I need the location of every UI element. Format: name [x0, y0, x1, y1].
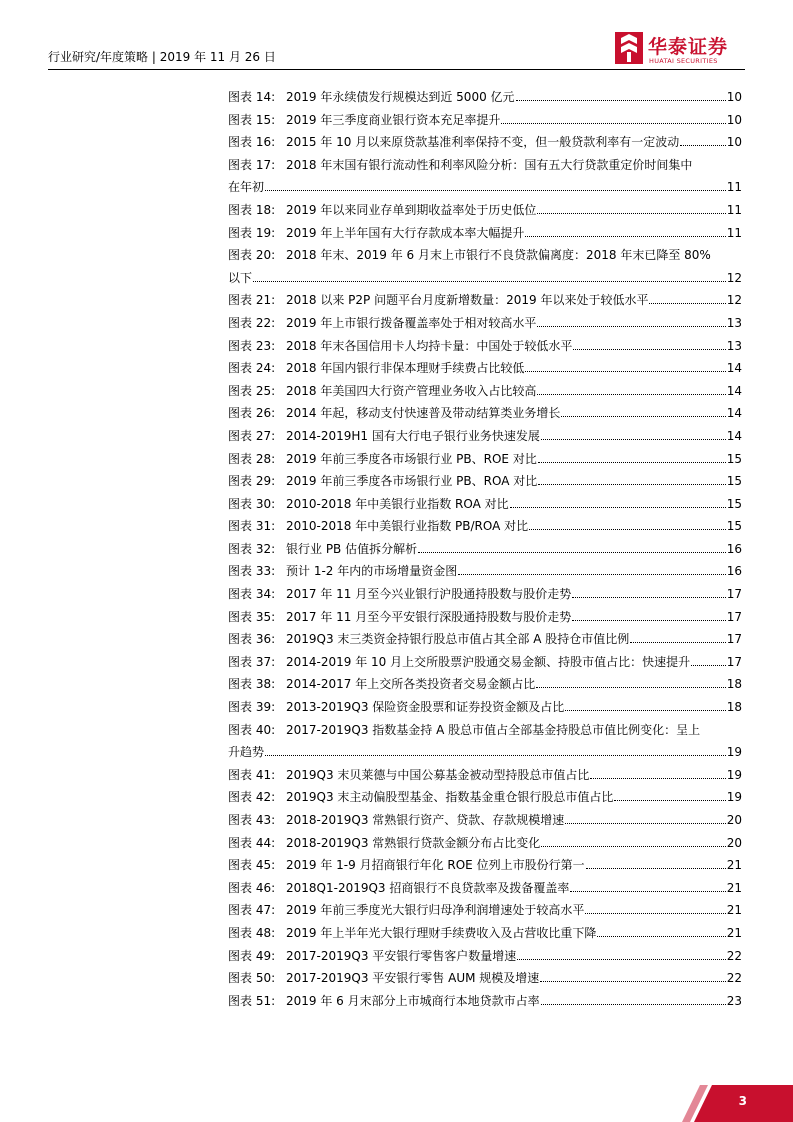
toc-entry-title-continued: 以下 — [228, 270, 253, 285]
toc-entry-page: 10 — [726, 135, 742, 150]
toc-entry-title: 2017 年 11 月至今兴业银行沪股通持股数与股价走势 — [286, 587, 572, 602]
logo-chinese-name: 华泰证券 — [648, 36, 729, 58]
toc-entry-label: 图表 25: — [228, 383, 276, 398]
toc-entry[interactable] — [228, 357, 742, 380]
toc-entry[interactable] — [228, 515, 742, 538]
toc-entry-title: 2018 年末、2019 年 6 月末上市银行不良贷款偏离度：2018 年末已降至 80% — [286, 248, 711, 263]
toc-entry[interactable] — [228, 380, 742, 403]
toc-entry-page: 17 — [726, 654, 742, 669]
toc-leader-dots — [538, 484, 725, 485]
toc-entry-title: 2018 年末各国信用卡人均持卡量：中国处于较低水平 — [286, 338, 573, 353]
huatai-logo-icon — [615, 32, 643, 64]
toc-entry-page: 21 — [726, 925, 742, 940]
toc-entry-page: 12 — [726, 293, 742, 308]
toc-entry-label: 图表 32: — [228, 541, 276, 556]
toc-entry[interactable] — [228, 335, 742, 358]
toc-entry[interactable] — [228, 199, 742, 222]
toc-entry-page: 14 — [726, 406, 742, 421]
toc-entry-label: 图表 23: — [228, 338, 276, 353]
toc-entry-page: 13 — [726, 338, 742, 353]
toc-entry-label: 图表 33: — [228, 564, 276, 579]
toc-entry[interactable] — [228, 922, 742, 945]
toc-entry-label: 图表 14: — [228, 90, 276, 104]
toc-entry[interactable] — [228, 560, 742, 583]
toc-entry[interactable] — [228, 470, 742, 493]
toc-leader-dots — [541, 846, 725, 847]
toc-entry-label: 图表 26: — [228, 406, 276, 421]
toc-entry-page: 19 — [726, 745, 742, 760]
toc-entry-label: 图表 24: — [228, 361, 276, 376]
toc-leader-dots — [691, 665, 726, 666]
toc-entry-page: 15 — [726, 451, 742, 466]
toc-leader-dots — [614, 800, 725, 801]
toc-leader-dots — [265, 755, 726, 756]
footer-bar — [0, 1085, 793, 1122]
toc-entry-page: 11 — [726, 180, 742, 195]
toc-entry[interactable] — [228, 967, 742, 990]
toc-entry-page: 22 — [726, 971, 742, 986]
toc-entry-page: 16 — [726, 564, 742, 579]
toc-entry-label: 图表 34: — [228, 587, 276, 602]
toc-entry-label: 图表 16: — [228, 135, 276, 150]
toc-entry-title: 2014-2019H1 国有大行电子银行业务快速发展 — [286, 428, 540, 443]
toc-entry-label: 图表 31: — [228, 519, 276, 534]
toc-entry-title-continued: 在年初 — [228, 180, 265, 195]
toc-leader-dots — [572, 597, 725, 598]
toc-entry-title: 2014 年起，移动支付快速普及带动结算类业务增长 — [286, 406, 561, 421]
toc-leader-dots — [538, 462, 726, 463]
toc-entry-label: 图表 51: — [228, 993, 276, 1008]
toc-entry[interactable] — [228, 583, 742, 606]
toc-leader-dots — [597, 936, 725, 937]
toc-entry-title: 2013-2019Q3 保险资金股票和证券投资金额及占比 — [286, 700, 565, 715]
toc-entry-title: 2019 年前三季度各市场银行业 PB、ROA 对比 — [286, 474, 538, 489]
toc-entry-label: 图表 39: — [228, 700, 276, 715]
toc-entry[interactable] — [228, 854, 742, 877]
toc-entry-title: 2019 年三季度商业银行资本充足率提升 — [286, 112, 501, 127]
toc-entry-page: 19 — [726, 790, 742, 805]
toc-entry-page: 10 — [726, 112, 742, 127]
toc-entry-page: 10 — [726, 90, 742, 104]
toc-entry-label: 图表 20: — [228, 248, 276, 263]
toc-leader-dots — [572, 620, 725, 621]
toc-entry[interactable] — [228, 131, 742, 154]
toc-leader-dots — [525, 371, 725, 372]
toc-leader-dots — [517, 959, 725, 960]
toc-leader-dots — [265, 190, 726, 191]
toc-entry[interactable] — [228, 899, 742, 922]
toc-entry-label: 图表 45: — [228, 858, 276, 873]
toc-leader-dots — [418, 552, 726, 553]
toc-entry-label: 图表 30: — [228, 496, 276, 511]
toc-entry[interactable] — [228, 448, 742, 471]
toc-entry-page: 20 — [726, 835, 742, 850]
toc-entry[interactable] — [228, 606, 742, 629]
toc-entry-label: 图表 29: — [228, 474, 276, 489]
page-number: 3 — [738, 1094, 747, 1108]
toc-entry-title: 2019Q3 末贝莱德与中国公募基金被动型持股总市值占比 — [286, 767, 590, 782]
toc-entry[interactable] — [228, 312, 742, 335]
toc-leader-dots — [585, 913, 725, 914]
toc-entry-title: 2019 年上半年光大银行理财手续费收入及占营收比重下降 — [286, 925, 597, 940]
toc-entry-label: 图表 17: — [228, 157, 276, 172]
toc-entry-title: 银行业 PB 估值拆分解析 — [286, 541, 418, 556]
toc-entry-page: 17 — [726, 632, 742, 647]
toc-leader-dots — [541, 1004, 726, 1005]
toc-entry-label: 图表 47: — [228, 903, 276, 918]
company-logo — [615, 30, 745, 70]
toc-entry-page: 17 — [726, 587, 742, 602]
toc-leader-dots — [541, 439, 726, 440]
toc-entry-page: 19 — [726, 767, 742, 782]
toc-entry-title: 2019 年 6 月末部分上市城商行本地贷款市占率 — [286, 993, 540, 1008]
toc-entry[interactable] — [228, 990, 742, 1013]
toc-leader-dots — [458, 574, 725, 575]
toc-entry-label: 图表 19: — [228, 225, 276, 240]
page-header — [48, 30, 745, 70]
toc-entry-page: 15 — [726, 519, 742, 534]
toc-entry-page: 14 — [726, 361, 742, 376]
toc-entry[interactable] — [228, 719, 742, 764]
toc-entry-title: 2019 年以来同业存单到期收益率处于历史低位 — [286, 202, 537, 217]
toc-entry-title: 2010-2018 年中美银行业指数 ROA 对比 — [286, 496, 509, 511]
toc-entry-label: 图表 21: — [228, 293, 276, 308]
toc-leader-dots — [630, 642, 725, 643]
toc-entry-title: 2019 年上半年国有大行存款成本率大幅提升 — [286, 225, 525, 240]
header-divider — [48, 69, 745, 70]
toc-entry-title-continued: 升趋势 — [228, 745, 265, 760]
toc-leader-dots — [253, 281, 726, 282]
toc-entry-title: 2018 年末国有银行流动性和利率风险分析：国有五大行贷款重定价时间集中 — [286, 157, 693, 172]
toc-entry-title: 2019 年永续债发行规模达到近 5000 亿元 — [286, 90, 515, 104]
header-text: 行业研究/年度策略 | 2019 年 11 月 26 日 — [48, 50, 276, 64]
toc-entry[interactable] — [228, 154, 742, 199]
toc-leader-dots — [586, 868, 726, 869]
toc-entry-label: 图表 44: — [228, 835, 276, 850]
toc-entry-title: 预计 1-2 年内的市场增量资金图 — [286, 564, 458, 579]
toc-entry-label: 图表 35: — [228, 609, 276, 624]
toc-entry-label: 图表 28: — [228, 451, 276, 466]
toc-entry-title: 2017-2019Q3 平安银行零售客户数量增速 — [286, 948, 517, 963]
toc-entry[interactable] — [228, 786, 742, 809]
toc-leader-dots — [537, 326, 725, 327]
toc-entry-label: 图表 36: — [228, 632, 276, 647]
toc-leader-dots — [529, 529, 726, 530]
toc-entry[interactable] — [228, 86, 742, 109]
toc-entry-title: 2014-2019 年 10 月上交所股票沪股通交易金额、持股市值占比：快速提升 — [286, 654, 691, 669]
toc-entry-page: 14 — [726, 428, 742, 443]
toc-entry-title: 2010-2018 年中美银行业指数 PB/ROA 对比 — [286, 519, 529, 534]
toc-leader-dots — [525, 236, 725, 237]
toc-entry[interactable] — [228, 109, 742, 132]
toc-leader-dots — [540, 981, 725, 982]
toc-entry-page: 21 — [726, 903, 742, 918]
toc-entry[interactable] — [228, 696, 742, 719]
toc-entry[interactable] — [228, 289, 742, 312]
toc-leader-dots — [510, 507, 726, 508]
toc-entry-label: 图表 37: — [228, 654, 276, 669]
toc-entry-label: 图表 41: — [228, 767, 276, 782]
toc-leader-dots — [536, 687, 725, 688]
toc-leader-dots — [565, 823, 725, 824]
toc-entry[interactable] — [228, 673, 742, 696]
toc-entry-title: 2018 年美国四大行资产管理业务收入占比较高 — [286, 383, 537, 398]
toc-entry-label: 图表 15: — [228, 112, 276, 127]
toc-entry[interactable] — [228, 493, 742, 516]
toc-entry[interactable] — [228, 628, 742, 651]
toc-entry-label: 图表 22: — [228, 315, 276, 330]
toc-entry-page: 17 — [726, 609, 742, 624]
toc-entry-label: 图表 43: — [228, 813, 276, 827]
toc-entry[interactable] — [228, 538, 742, 561]
toc-entry-title: 2018-2019Q3 常熟银行贷款金额分布占比变化 — [286, 835, 541, 850]
toc-leader-dots — [537, 394, 725, 395]
toc-entry-page: 23 — [726, 993, 742, 1008]
toc-entry-title: 2018Q1-2019Q3 招商银行不良贷款率及拨备覆盖率 — [286, 880, 570, 895]
toc-entry-title: 2019 年 1-9 月招商银行年化 ROE 位列上市股份行第一 — [286, 858, 585, 873]
toc-leader-dots — [573, 349, 725, 350]
toc-entry-page: 13 — [726, 315, 742, 330]
toc-entry-label: 图表 42: — [228, 790, 276, 805]
toc-entry-title: 2018 年国内银行非保本理财手续费占比较低 — [286, 361, 525, 376]
toc-entry-page: 22 — [726, 948, 742, 963]
toc-entry[interactable] — [228, 945, 742, 968]
toc-entry-title: 2018 以来 P2P 问题平台月度新增数量：2019 年以来处于较低水平 — [286, 293, 649, 308]
toc-leader-dots — [570, 891, 725, 892]
toc-entry[interactable] — [228, 832, 742, 855]
toc-entry-label: 图表 18: — [228, 202, 276, 217]
toc-leader-dots — [501, 123, 725, 124]
toc-entry-page: 21 — [726, 880, 742, 895]
toc-entry-page: 15 — [726, 474, 742, 489]
toc-entry-page: 11 — [726, 225, 742, 240]
toc-leader-dots — [565, 710, 725, 711]
toc-entry[interactable] — [228, 425, 742, 448]
toc-entry-page: 11 — [726, 202, 742, 217]
toc-leader-dots — [590, 778, 725, 779]
toc-leader-dots — [537, 213, 725, 214]
toc-entry[interactable] — [228, 877, 742, 900]
toc-entry-title: 2014-2017 年上交所各类投资者交易金额占比 — [286, 677, 536, 692]
toc-entry[interactable] — [228, 222, 742, 245]
toc-entry-title: 2017-2019Q3 指数基金持 A 股总市值占全部基金持股总市值比例变化：呈上 — [286, 722, 701, 737]
figure-index — [228, 86, 742, 1012]
logo-english-name: HUATAI SECURITIES — [649, 57, 718, 65]
toc-entry-label: 图表 49: — [228, 948, 276, 963]
toc-entry[interactable] — [228, 651, 742, 674]
toc-entry-title: 2019 年前三季度光大银行归母净利润增速处于较高水平 — [286, 903, 585, 918]
toc-leader-dots — [516, 100, 726, 101]
toc-entry-label: 图表 27: — [228, 428, 276, 443]
toc-entry[interactable] — [228, 244, 742, 289]
toc-entry[interactable] — [228, 809, 742, 832]
toc-entry-title: 2018-2019Q3 常熟银行资产、贷款、存款规模增速 — [286, 813, 565, 827]
toc-entry-label: 图表 48: — [228, 925, 276, 940]
toc-leader-dots — [649, 303, 725, 304]
toc-entry-page: 21 — [726, 858, 742, 873]
toc-entry-page: 20 — [726, 813, 742, 827]
toc-entry-page: 18 — [726, 700, 742, 715]
toc-entry-page: 12 — [726, 270, 742, 285]
toc-entry-label: 图表 46: — [228, 880, 276, 895]
toc-entry-page: 15 — [726, 496, 742, 511]
toc-entry-label: 图表 38: — [228, 677, 276, 692]
toc-entry-page: 18 — [726, 677, 742, 692]
toc-entry-title: 2017 年 11 月至今平安银行深股通持股数与股价走势 — [286, 609, 572, 624]
toc-entry-title: 2019Q3 末主动偏股型基金、指数基金重仓银行股总市值占比 — [286, 790, 614, 805]
toc-entry-label: 图表 50: — [228, 971, 276, 986]
toc-leader-dots — [680, 145, 725, 146]
toc-entry-page: 14 — [726, 383, 742, 398]
toc-entry[interactable] — [228, 764, 742, 787]
toc-entry-title: 2019 年前三季度各市场银行业 PB、ROE 对比 — [286, 451, 537, 466]
toc-entry-label: 图表 40: — [228, 722, 276, 737]
toc-leader-dots — [561, 416, 725, 417]
toc-entry-title: 2015 年 10 月以来原贷款基准利率保持不变，但一般贷款利率有一定波动 — [286, 135, 680, 150]
toc-entry-title: 2019Q3 末三类资金持银行股总市值占其全部 A 股持仓市值比例 — [286, 632, 630, 647]
toc-entry[interactable] — [228, 402, 742, 425]
toc-entry-page: 16 — [726, 541, 742, 556]
toc-entry-title: 2017-2019Q3 平安银行零售 AUM 规模及增速 — [286, 971, 540, 986]
toc-entry-title: 2019 年上市银行拨备覆盖率处于相对较高水平 — [286, 315, 537, 330]
